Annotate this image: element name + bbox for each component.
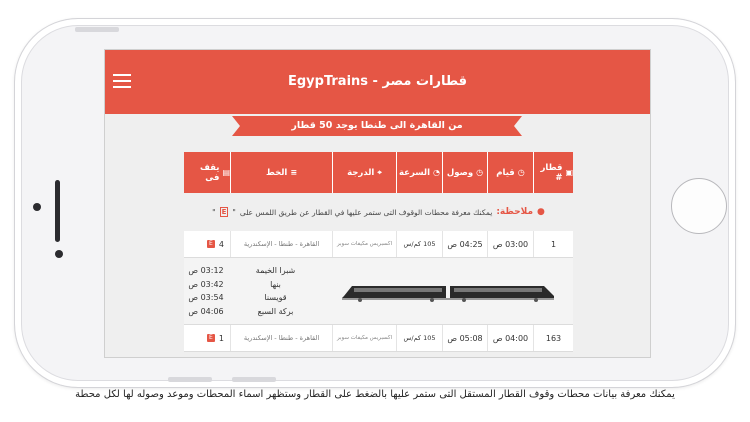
stops-note: ● ملاحظة: يمكنك معرفة محطات الوقوف التى ستمر عليها في القطار عن طريق اللمس على " E " [212,207,545,217]
table-row[interactable] [184,231,573,258]
stops-badge-icon: E [221,208,227,216]
station-time: 03:12 ص [188,266,224,275]
train-image[interactable] [323,258,573,324]
cell-depart: 04:00 ص [487,325,533,351]
tag-icon: ⌖ [377,167,382,177]
train-icon [338,278,558,304]
station-time: 03:54 ص [188,293,224,302]
stations-list [228,258,323,324]
col-train[interactable]: ▣ قطار # [533,152,573,193]
speedometer-icon: ◔ [433,168,440,177]
cell-arrive: 05:08 ص [442,325,487,351]
app-title: قطارات مصر - EgypTrains [287,74,468,89]
results-ribbon [232,116,522,136]
col-speed[interactable]: ◔ السرعة [396,152,442,193]
clock-icon: ◷ [476,168,484,177]
cell-arrive: 04:25 ص [442,231,487,257]
phone-top-button [75,27,119,32]
navbar [105,50,650,114]
home-button[interactable] [671,178,727,234]
expanded-stops [184,258,573,325]
info-icon: ● [537,207,545,217]
table-header [184,152,573,193]
station-name: بنها [270,279,281,289]
station-times [184,258,228,324]
station-name: قويسنا [264,293,287,302]
calendar-icon: ▤ [222,168,230,177]
results-count: من القاهرة الى طنطا يوجد 50 قطار [240,116,514,136]
table-row[interactable] [184,325,573,352]
station-name: شبرا الخيمة [255,266,296,275]
station-name: بركة السبع [257,306,294,316]
cell-speed: 105 كم/س [396,325,442,351]
col-class[interactable]: ⌖ الدرجة [332,152,396,193]
phone-sensor [33,203,41,211]
cell-line: القاهرة - طنطا - الإسكندرية [230,325,332,351]
phone-camera [55,250,63,258]
phone-volume-button [168,377,212,382]
trains-table [184,152,573,352]
app-screen [104,49,651,358]
col-stops[interactable]: ▤ يقف فى [184,152,230,193]
filter-icon: ≡ [290,168,298,177]
cell-train: 1 [533,231,573,257]
col-line[interactable]: ≡ الخط [230,152,332,193]
phone-volume-button-2 [232,377,276,382]
cell-class: اكسبريس مكيفات سوبر [332,231,396,257]
cell-speed: 105 كم/س [396,231,442,257]
phone-speaker [55,180,60,242]
col-arrive[interactable]: ◷ وصول [442,152,487,193]
cell-stops[interactable]: 4 E [184,231,230,257]
col-depart[interactable]: ◷ قيام [487,152,533,193]
stops-badge-icon[interactable]: E [207,240,215,248]
station-time: 04:06 ص [188,306,224,316]
cell-depart: 03:00 ص [487,231,533,257]
cell-train: 163 [533,325,573,351]
stops-badge-icon[interactable]: E [207,334,215,342]
cell-line: القاهرة - طنطا - الإسكندرية [230,231,332,257]
station-time: 03:42 ص [188,279,224,289]
caption: يمكنك معرفة بيانات محطات وقوف القطار المستقل التى ستمر عليها بالضغط على القطار وستظهر اسماء المحطات وموعد وصوله لها لكل محطة [75,389,675,400]
clock-icon: ◷ [517,168,525,177]
cell-stops[interactable]: 1 E [184,325,230,351]
train-icon: ▣ [565,168,573,177]
cell-class: اكسبريس مكيفات سوبر [332,325,396,351]
